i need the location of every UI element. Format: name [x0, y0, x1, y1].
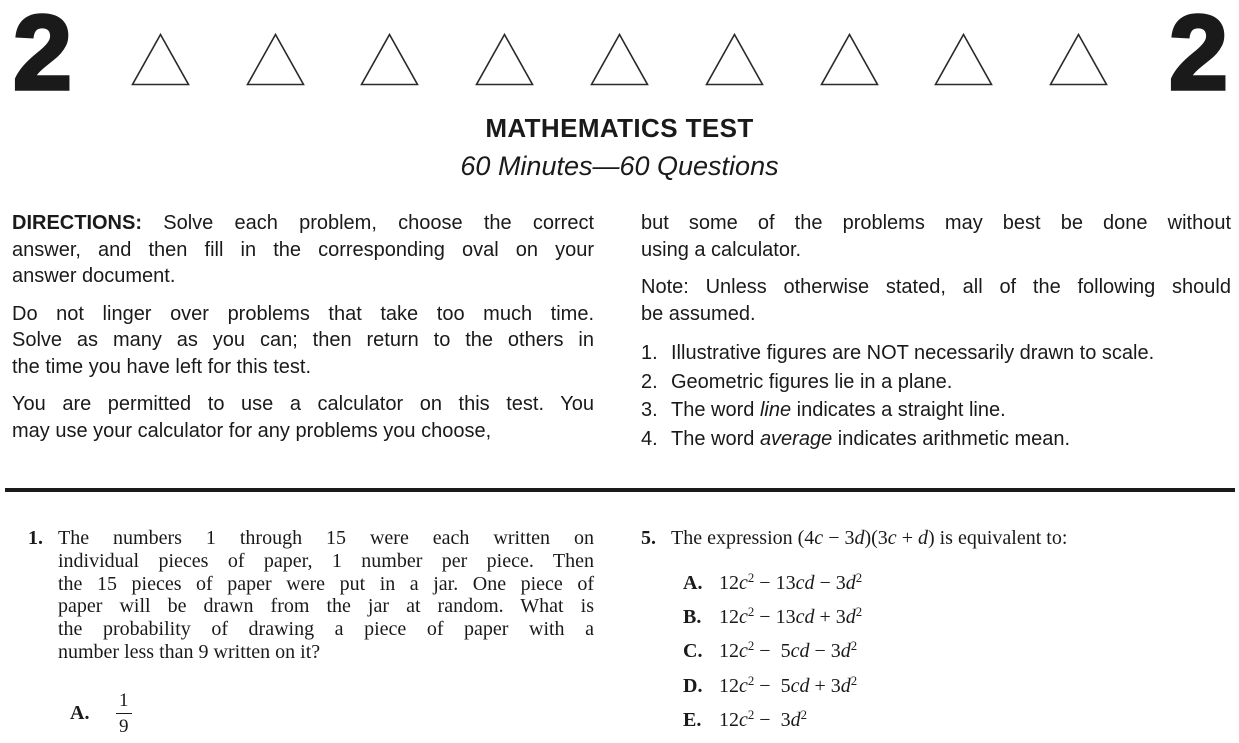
answer-label: A. — [70, 702, 90, 725]
test-subtitle: 60 Minutes—60 Questions — [460, 151, 779, 181]
assumption-item — [641, 425, 1231, 454]
answer-choice-c — [683, 640, 1231, 663]
answer-choice-a — [70, 690, 594, 738]
assumption-number: 4. — [641, 427, 658, 450]
directions-section — [0, 210, 1239, 455]
assumption-item — [641, 368, 1231, 397]
answer-expression: $12c^2 - 3d^2$ — [719, 707, 807, 731]
question-text: The numbers 1 through 15 were each written on individual pieces of paper, 1 number per piece. Then the 15 pieces of paper were put in a jar. One piece of paper will be drawn from the jar at random. What is the probability of drawing a piece of paper with a number less than 9 written on it? — [58, 527, 594, 663]
directions-paragraph: Do not linger over problems that take too much time. Solve as many as you can; then return to the others in the time you have left for this test. — [12, 302, 594, 378]
answer-choice-b — [683, 606, 1231, 629]
page-header — [0, 0, 1239, 112]
triangle-icon — [245, 32, 306, 87]
assumption-text: Illustrative figures are NOT necessarily drawn to scale. — [671, 342, 1155, 364]
fraction-denominator: 9 — [119, 716, 129, 738]
answer-expression: $12c^2 - 13cd - 3d^2$ — [719, 570, 863, 594]
assumption-item — [641, 396, 1231, 425]
answer-label: E. — [683, 708, 702, 731]
assumption-number: 3. — [641, 399, 658, 421]
triangle-icon — [1048, 32, 1109, 87]
triangle-icon — [359, 32, 420, 87]
page-number-right: 2 — [1169, 0, 1226, 112]
question-text: The expression (4c − 3d)(3c + d) is equivalent to: — [671, 527, 1068, 549]
question-1 — [28, 527, 594, 737]
questions-left-column — [12, 527, 594, 743]
directions-left-column — [12, 210, 594, 455]
directions-paragraph: Note: Unless otherwise stated, all of the following should be assumed. — [641, 276, 1231, 325]
answer-choice-a — [683, 572, 1231, 595]
test-title: MATHEMATICS TEST — [485, 113, 754, 143]
directions-paragraph: You are permitted to use a calculator on this test. You may use your calculator for any problems you choose, — [12, 393, 594, 442]
fraction-numerator: 1 — [116, 690, 132, 714]
triangle-icon — [130, 32, 191, 87]
question-number: 1. — [28, 527, 43, 549]
triangle-icon — [933, 32, 994, 87]
questions-section — [0, 527, 1239, 743]
questions-right-column — [641, 527, 1231, 743]
answer-choice-e — [683, 709, 1231, 732]
assumption-text: Geometric figures lie in a plane. — [671, 370, 953, 393]
answer-expression: $12c^2 - 5cd + 3d^2$ — [719, 673, 858, 697]
triangle-icon — [704, 32, 765, 87]
triangle-icon — [819, 32, 880, 87]
directions-paragraph: DIRECTIONS: Solve each problem, choose the correct answer, and then fill in the corresponding oval on your answer document. — [12, 212, 594, 287]
answer-expression: $12c^2 - 13cd + 3d^2$ — [719, 605, 863, 629]
assumption-item — [641, 339, 1231, 368]
question-number: 5. — [641, 527, 656, 549]
triangle-icon — [474, 32, 535, 87]
answer-choice-d — [683, 675, 1231, 698]
assumptions-list — [641, 339, 1231, 453]
answer-label: A. — [683, 571, 703, 594]
answer-choices — [671, 572, 1231, 732]
assumption-number: 2. — [641, 370, 658, 393]
assumption-text: The word average indicates arithmetic mean. — [671, 427, 1071, 450]
answer-label: B. — [683, 606, 702, 629]
answer-label: D. — [683, 674, 703, 697]
triangle-row — [76, 20, 1163, 87]
fraction — [116, 690, 132, 738]
triangle-icon — [589, 32, 650, 87]
assumption-number: 1. — [641, 342, 658, 364]
assumption-text: The word line indicates a straight line. — [671, 399, 1006, 421]
directions-paragraph: but some of the problems may best be done without using a calculator. — [641, 212, 1231, 261]
section-divider — [5, 488, 1235, 492]
answer-label: C. — [683, 640, 703, 663]
answer-expression: $12c^2 - 5cd - 3d^2$ — [719, 639, 858, 663]
directions-right-column — [641, 210, 1231, 455]
page-number-left: 2 — [13, 0, 70, 112]
question-5 — [641, 527, 1231, 732]
